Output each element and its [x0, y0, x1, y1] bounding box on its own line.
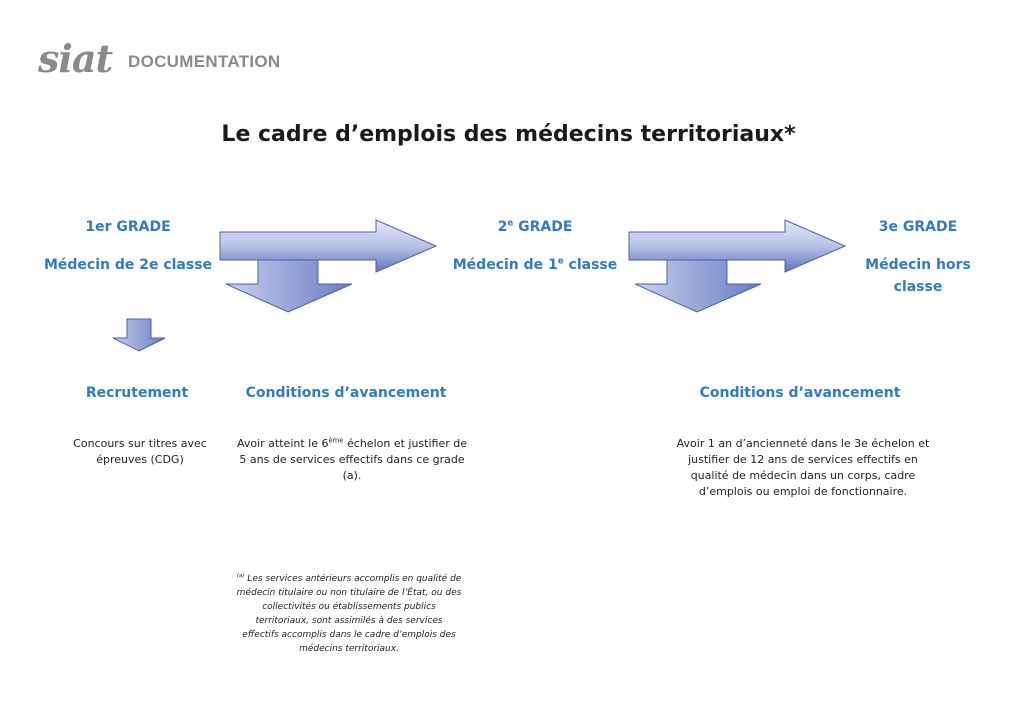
conditions-text-1: Avoir atteint le 6ème échelon et justifier de 5 ans de services effectifs dans ce grade (a).	[236, 436, 467, 482]
conditions-heading-2: Conditions d’avancement	[699, 385, 901, 401]
logo-documentation: DOCUMENTATION	[128, 52, 281, 71]
conditions-text-2: Avoir 1 an d’ancienneté dans le 3e échelon et justifier de 12 ans de services effectifs en qualité de médecin dans un corps, cadre d’emplois ou emploi de fonctionnaire.	[676, 437, 930, 498]
grade-3-name: Médecin hors classe	[865, 257, 971, 295]
grade-3-label: 3e GRADE	[878, 219, 958, 235]
advancement-arrow-2	[627, 218, 851, 314]
footnote-text: Les services antérieurs accomplis en qualité de médecin titulaire ou non titulaire de l’État, ou des collectivités ou établissements publics territoriaux, sont assimilés à des services effectifs accomplis dans le cadre d’emplois des médecins territoriaux.	[236, 574, 462, 654]
grade-1-label: 1er GRADE	[85, 219, 171, 235]
grade-2-label: 2e GRADE	[497, 218, 573, 235]
recrutement-heading: Recrutement	[85, 385, 189, 401]
conditions-heading-1: Conditions d’avancement	[245, 385, 447, 401]
advancement-arrow-1	[218, 218, 442, 314]
footnote	[236, 572, 462, 656]
page-title: Le cadre d’emplois des médecins territoriaux*	[221, 122, 796, 147]
recruitment-arrow	[111, 318, 169, 352]
grade-2-name: Médecin de 1e classe	[452, 256, 618, 273]
grade-1-name: Médecin de 2e classe	[43, 257, 213, 273]
siat-logo	[38, 36, 318, 81]
logo-word: siat	[38, 36, 113, 81]
footnote-marker: (a)	[236, 573, 245, 579]
recrutement-text: Concours sur titres avec épreuves (CDG)	[73, 437, 207, 466]
